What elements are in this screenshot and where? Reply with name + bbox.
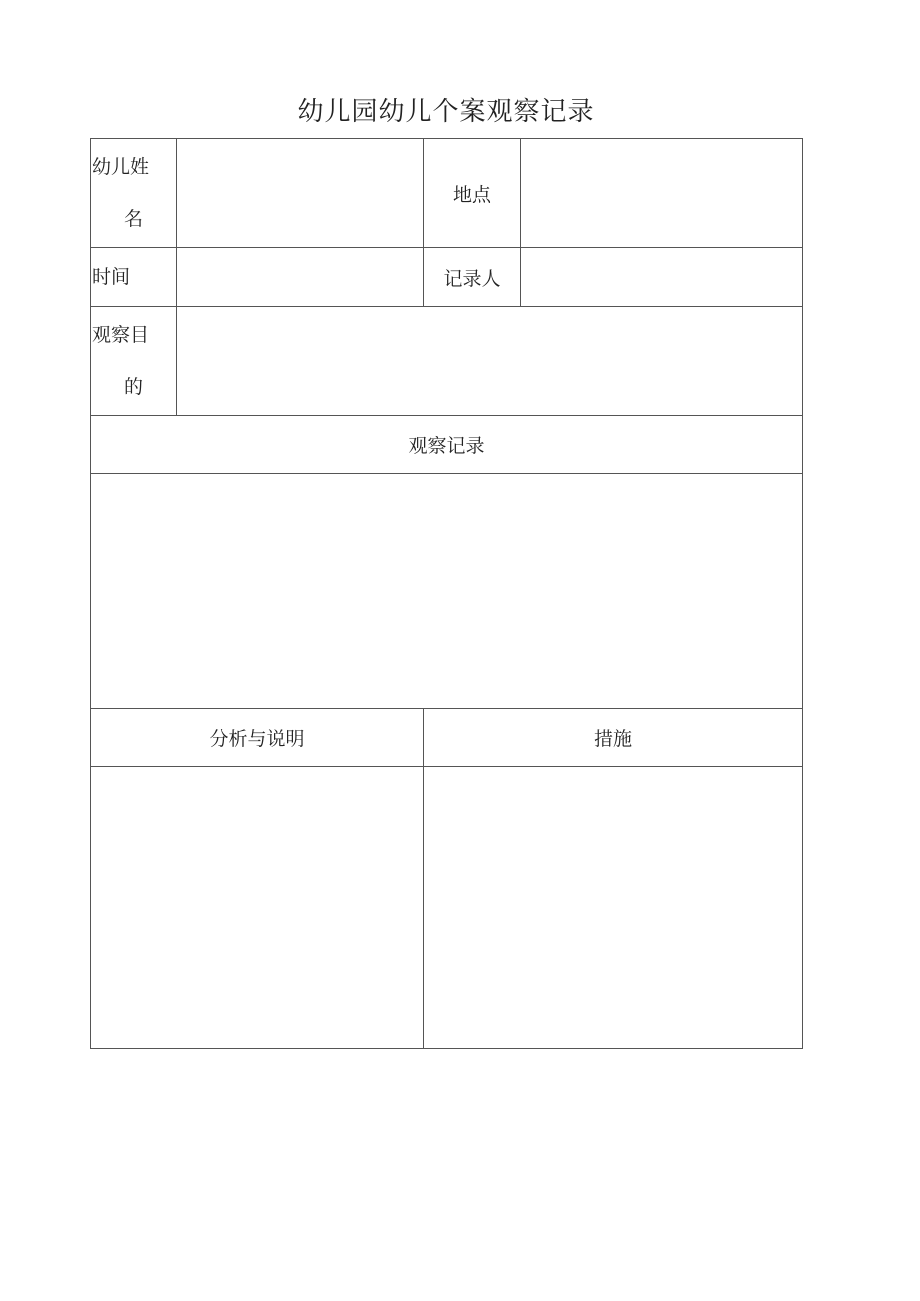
row-analysis-measures-header <box>91 709 803 767</box>
child-name-field[interactable] <box>177 139 424 248</box>
child-name-label-line1: 幼儿姓 <box>92 156 150 178</box>
recorder-field[interactable] <box>521 248 803 307</box>
row-observation-record-header <box>91 416 803 474</box>
row-child-name <box>91 139 803 248</box>
row-analysis-measures-body <box>91 767 803 1049</box>
analysis-header: 分析与说明 <box>91 709 424 767</box>
observation-purpose-label <box>91 307 177 416</box>
observation-purpose-field[interactable] <box>177 307 803 416</box>
observation-form-table <box>90 138 803 1049</box>
measures-field[interactable] <box>424 767 803 1049</box>
observation-purpose-label-line2: 的 <box>124 376 144 398</box>
analysis-field[interactable] <box>91 767 424 1049</box>
row-observation-purpose <box>91 307 803 416</box>
row-observation-record-body <box>91 474 803 709</box>
row-time <box>91 248 803 307</box>
location-field[interactable] <box>521 139 803 248</box>
page-title: 幼儿园幼儿个案观察记录 <box>297 97 595 127</box>
child-name-label <box>91 139 177 248</box>
time-label: 时间 <box>91 248 177 307</box>
location-label: 地点 <box>424 139 521 248</box>
child-name-label-line2: 名 <box>124 208 144 230</box>
time-field[interactable] <box>177 248 424 307</box>
recorder-label: 记录人 <box>424 248 521 307</box>
observation-purpose-label-line1: 观察目 <box>92 324 150 346</box>
measures-header: 措施 <box>424 709 803 767</box>
observation-record-field[interactable] <box>91 474 803 709</box>
observation-record-header: 观察记录 <box>91 416 803 474</box>
